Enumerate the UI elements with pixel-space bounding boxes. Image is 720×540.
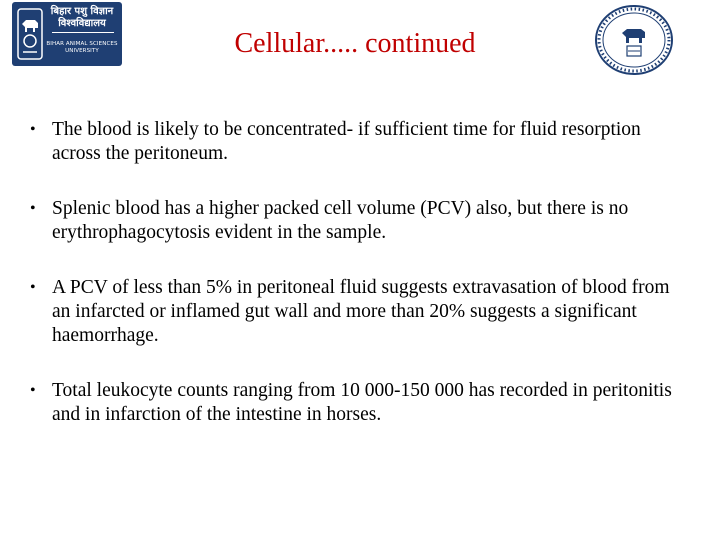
bullet-text: The blood is likely to be concentrated- if sufficient time for fluid resorption across the peritoneum. — [52, 119, 641, 164]
slide-title: Cellular..... continued — [234, 28, 476, 59]
bullet-item — [30, 118, 690, 166]
bullet-item — [30, 197, 690, 245]
bullet-item — [30, 276, 690, 348]
bullet-list — [30, 118, 690, 458]
bullet-text: A PCV of less than 5% in peritoneal fluid suggests extravasation of blood from an infarcted or inflamed gut wall and more than 20% suggests a significant haemorrhage. — [52, 277, 670, 346]
bullet-item — [30, 379, 690, 427]
university-logo-left — [12, 2, 122, 66]
cow-emblem-icon — [17, 8, 43, 60]
logo-divider — [52, 32, 114, 33]
bullet-marker: • — [30, 200, 36, 217]
logo-english-name: BIHAR ANIMAL SCIENCES UNIVERSITY — [46, 41, 118, 54]
bullet-marker: • — [30, 279, 36, 296]
bullet-marker: • — [30, 382, 36, 399]
bullet-text: Splenic blood has a higher packed cell volume (PCV) also, but there is no erythrophagocytosis evident in the sample. — [52, 198, 629, 243]
logo-hindi-name: बिहार पशु विज्ञान विश्वविद्यालय — [50, 6, 114, 29]
university-seal-icon — [592, 3, 676, 77]
bullet-marker: • — [30, 121, 36, 138]
bullet-text: Total leukocyte counts ranging from 10 000-150 000 has recorded in peritonitis and in infarction of the intestine in horses. — [52, 380, 672, 425]
